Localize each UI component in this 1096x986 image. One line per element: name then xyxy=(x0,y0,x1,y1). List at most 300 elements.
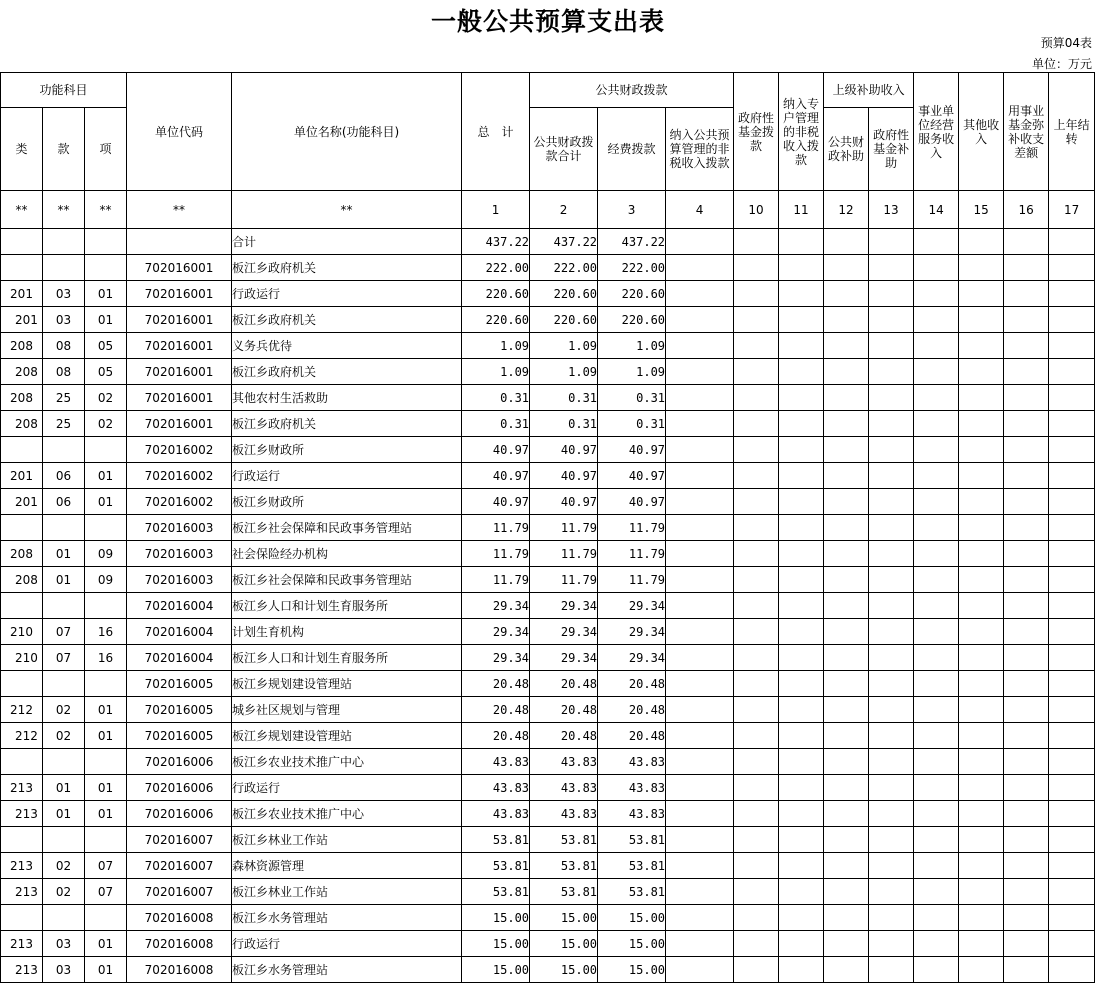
cell-kuan: 01 xyxy=(43,567,85,593)
cell-lei: 208 xyxy=(1,567,43,593)
cell-funding: 11.79 xyxy=(598,515,666,541)
cell-unit-name: 义务兵优待 xyxy=(232,333,462,359)
cell-empty xyxy=(1004,359,1049,385)
cell-total: 220.60 xyxy=(462,281,530,307)
cell-kuan: 01 xyxy=(43,775,85,801)
cell-kuan xyxy=(43,671,85,697)
cell-public-fiscal-total: 11.79 xyxy=(530,541,598,567)
cell-empty xyxy=(959,645,1004,671)
cell-empty xyxy=(869,879,914,905)
cell-empty xyxy=(959,827,1004,853)
cell-empty xyxy=(734,437,779,463)
cell-empty xyxy=(734,723,779,749)
header-unit-code: 单位代码 xyxy=(127,73,232,191)
cell-xiang: 05 xyxy=(85,333,127,359)
column-number: 16 xyxy=(1004,191,1049,229)
cell-lei: 208 xyxy=(1,411,43,437)
cell-total: 53.81 xyxy=(462,853,530,879)
cell-empty xyxy=(779,619,824,645)
cell-empty xyxy=(1049,515,1095,541)
cell-empty xyxy=(666,801,734,827)
cell-funding: 53.81 xyxy=(598,827,666,853)
cell-empty xyxy=(959,437,1004,463)
table-row xyxy=(1,437,1095,463)
cell-empty xyxy=(914,229,959,255)
cell-unit-name: 板江乡财政所 xyxy=(232,489,462,515)
cell-empty xyxy=(869,957,914,983)
cell-xiang: 01 xyxy=(85,931,127,957)
cell-empty xyxy=(1004,671,1049,697)
cell-empty xyxy=(824,463,869,489)
cell-funding: 29.34 xyxy=(598,593,666,619)
cell-empty xyxy=(1049,437,1095,463)
cell-empty xyxy=(1049,567,1095,593)
cell-empty xyxy=(824,489,869,515)
cell-unit-name: 其他农村生活救助 xyxy=(232,385,462,411)
cell-empty xyxy=(1049,385,1095,411)
cell-empty xyxy=(734,671,779,697)
column-number: ** xyxy=(127,191,232,229)
cell-funding: 43.83 xyxy=(598,801,666,827)
cell-empty xyxy=(1004,255,1049,281)
cell-empty xyxy=(779,359,824,385)
cell-empty xyxy=(869,229,914,255)
cell-public-fiscal-total: 11.79 xyxy=(530,567,598,593)
cell-unit-name: 板江乡规划建设管理站 xyxy=(232,723,462,749)
cell-lei: 201 xyxy=(1,307,43,333)
cell-empty xyxy=(779,671,824,697)
cell-unit-name: 板江乡政府机关 xyxy=(232,359,462,385)
cell-empty xyxy=(1004,853,1049,879)
cell-lei: 213 xyxy=(1,931,43,957)
cell-empty xyxy=(1049,255,1095,281)
cell-empty xyxy=(666,957,734,983)
cell-unit-code: 702016005 xyxy=(127,723,232,749)
cell-unit-name: 板江乡林业工作站 xyxy=(232,827,462,853)
cell-empty xyxy=(824,905,869,931)
cell-empty xyxy=(959,281,1004,307)
cell-empty xyxy=(869,385,914,411)
cell-empty xyxy=(1049,281,1095,307)
cell-funding: 1.09 xyxy=(598,359,666,385)
cell-xiang xyxy=(85,515,127,541)
cell-empty xyxy=(666,333,734,359)
cell-empty xyxy=(1049,593,1095,619)
table-row xyxy=(1,411,1095,437)
cell-public-fiscal-total: 1.09 xyxy=(530,333,598,359)
column-number: 11 xyxy=(779,191,824,229)
cell-public-fiscal-total: 29.34 xyxy=(530,593,598,619)
cell-empty xyxy=(666,671,734,697)
cell-funding: 11.79 xyxy=(598,541,666,567)
cell-empty xyxy=(779,541,824,567)
cell-public-fiscal-total: 40.97 xyxy=(530,463,598,489)
cell-unit-code: 702016005 xyxy=(127,671,232,697)
table-row xyxy=(1,827,1095,853)
cell-xiang: 05 xyxy=(85,359,127,385)
cell-kuan: 02 xyxy=(43,853,85,879)
cell-kuan: 02 xyxy=(43,879,85,905)
cell-empty xyxy=(734,385,779,411)
cell-lei: 208 xyxy=(1,385,43,411)
cell-unit-code: 702016001 xyxy=(127,255,232,281)
cell-empty xyxy=(666,385,734,411)
cell-empty xyxy=(959,255,1004,281)
cell-empty xyxy=(1004,775,1049,801)
cell-kuan: 07 xyxy=(43,645,85,671)
cell-total: 437.22 xyxy=(462,229,530,255)
cell-empty xyxy=(1049,307,1095,333)
cell-empty xyxy=(824,801,869,827)
cell-empty xyxy=(869,489,914,515)
cell-empty xyxy=(914,385,959,411)
cell-empty xyxy=(959,567,1004,593)
header-kuan: 款 xyxy=(43,108,85,191)
cell-unit-code: 702016004 xyxy=(127,619,232,645)
table-row xyxy=(1,697,1095,723)
cell-lei: 210 xyxy=(1,619,43,645)
cell-empty xyxy=(1004,567,1049,593)
cell-empty xyxy=(1004,593,1049,619)
cell-empty xyxy=(779,593,824,619)
cell-empty xyxy=(666,567,734,593)
cell-empty xyxy=(914,359,959,385)
cell-public-fiscal-total: 0.31 xyxy=(530,385,598,411)
cell-empty xyxy=(734,879,779,905)
cell-empty xyxy=(666,697,734,723)
cell-empty xyxy=(666,827,734,853)
cell-xiang: 01 xyxy=(85,463,127,489)
cell-empty xyxy=(1004,957,1049,983)
cell-empty xyxy=(1049,463,1095,489)
cell-empty xyxy=(666,281,734,307)
cell-empty xyxy=(824,931,869,957)
cell-funding: 220.60 xyxy=(598,307,666,333)
cell-lei xyxy=(1,593,43,619)
cell-empty xyxy=(1004,411,1049,437)
cell-funding: 40.97 xyxy=(598,437,666,463)
page-title: 一般公共预算支出表 xyxy=(430,7,665,36)
cell-xiang xyxy=(85,255,127,281)
cell-empty xyxy=(666,515,734,541)
cell-xiang: 01 xyxy=(85,801,127,827)
header-public-fiscal: 公共财政拨款 xyxy=(530,73,734,108)
header-gov-fund: 政府性基金拨款 xyxy=(734,73,779,191)
unit-label: 单位：万元 xyxy=(1031,57,1092,71)
cell-empty xyxy=(666,411,734,437)
cell-total: 20.48 xyxy=(462,697,530,723)
cell-total: 53.81 xyxy=(462,827,530,853)
cell-empty xyxy=(1049,853,1095,879)
column-number: ** xyxy=(43,191,85,229)
cell-empty xyxy=(779,879,824,905)
header-fund-offset: 用事业基金弥补收支差额 xyxy=(1004,73,1049,191)
cell-public-fiscal-total: 437.22 xyxy=(530,229,598,255)
cell-public-fiscal-total: 43.83 xyxy=(530,749,598,775)
table-row xyxy=(1,879,1095,905)
cell-lei: 213 xyxy=(1,775,43,801)
column-number: ** xyxy=(1,191,43,229)
cell-empty xyxy=(959,463,1004,489)
cell-empty xyxy=(914,879,959,905)
cell-empty xyxy=(869,515,914,541)
cell-empty xyxy=(779,697,824,723)
cell-empty xyxy=(1049,879,1095,905)
cell-public-fiscal-total: 40.97 xyxy=(530,489,598,515)
cell-unit-name: 板江乡社会保障和民政事务管理站 xyxy=(232,515,462,541)
cell-kuan: 06 xyxy=(43,463,85,489)
cell-empty xyxy=(666,229,734,255)
cell-lei xyxy=(1,229,43,255)
cell-empty xyxy=(1004,307,1049,333)
cell-funding: 40.97 xyxy=(598,463,666,489)
cell-kuan: 25 xyxy=(43,411,85,437)
cell-empty xyxy=(1004,437,1049,463)
cell-empty xyxy=(734,281,779,307)
cell-xiang: 01 xyxy=(85,697,127,723)
cell-empty xyxy=(666,489,734,515)
cell-empty xyxy=(959,333,1004,359)
cell-total: 43.83 xyxy=(462,749,530,775)
budget-table xyxy=(0,72,1095,983)
cell-empty xyxy=(869,723,914,749)
table-row xyxy=(1,853,1095,879)
cell-empty xyxy=(824,541,869,567)
table-row xyxy=(1,489,1095,515)
cell-lei xyxy=(1,827,43,853)
cell-empty xyxy=(734,697,779,723)
cell-empty xyxy=(1049,619,1095,645)
cell-unit-name: 行政运行 xyxy=(232,931,462,957)
cell-empty xyxy=(869,541,914,567)
cell-empty xyxy=(959,619,1004,645)
header-business-income: 事业单位经营服务收入 xyxy=(914,73,959,191)
cell-empty xyxy=(1049,801,1095,827)
cell-empty xyxy=(914,905,959,931)
cell-empty xyxy=(1004,619,1049,645)
cell-funding: 29.34 xyxy=(598,619,666,645)
cell-kuan xyxy=(43,827,85,853)
cell-xiang: 09 xyxy=(85,567,127,593)
cell-empty xyxy=(869,749,914,775)
cell-empty xyxy=(1049,749,1095,775)
cell-kuan: 08 xyxy=(43,359,85,385)
cell-xiang xyxy=(85,827,127,853)
cell-empty xyxy=(734,307,779,333)
cell-empty xyxy=(779,723,824,749)
cell-xiang xyxy=(85,593,127,619)
cell-unit-code: 702016008 xyxy=(127,957,232,983)
cell-total: 15.00 xyxy=(462,905,530,931)
column-number: 4 xyxy=(666,191,734,229)
cell-empty xyxy=(779,853,824,879)
cell-funding: 43.83 xyxy=(598,775,666,801)
cell-empty xyxy=(959,931,1004,957)
cell-funding: 1.09 xyxy=(598,333,666,359)
table-row xyxy=(1,359,1095,385)
cell-empty xyxy=(869,411,914,437)
cell-empty xyxy=(1049,359,1095,385)
cell-empty xyxy=(1004,723,1049,749)
cell-empty xyxy=(1004,515,1049,541)
cell-empty xyxy=(869,593,914,619)
cell-empty xyxy=(666,931,734,957)
cell-empty xyxy=(666,437,734,463)
cell-empty xyxy=(824,671,869,697)
table-row xyxy=(1,229,1095,255)
cell-public-fiscal-total: 20.48 xyxy=(530,723,598,749)
cell-empty xyxy=(914,723,959,749)
cell-unit-code: 702016007 xyxy=(127,827,232,853)
cell-empty xyxy=(1049,697,1095,723)
cell-empty xyxy=(824,879,869,905)
cell-total: 15.00 xyxy=(462,957,530,983)
cell-public-fiscal-total: 20.48 xyxy=(530,671,598,697)
cell-empty xyxy=(914,567,959,593)
cell-unit-name: 森林资源管理 xyxy=(232,853,462,879)
cell-lei: 213 xyxy=(1,957,43,983)
cell-kuan xyxy=(43,749,85,775)
cell-funding: 11.79 xyxy=(598,567,666,593)
header-carryover: 上年结转 xyxy=(1049,73,1095,191)
cell-unit-code: 702016003 xyxy=(127,541,232,567)
cell-kuan: 07 xyxy=(43,619,85,645)
cell-kuan: 25 xyxy=(43,385,85,411)
cell-public-fiscal-total: 15.00 xyxy=(530,905,598,931)
cell-empty xyxy=(734,489,779,515)
cell-empty xyxy=(869,645,914,671)
header-lei: 类 xyxy=(1,108,43,191)
cell-public-fiscal-total: 15.00 xyxy=(530,957,598,983)
cell-empty xyxy=(734,229,779,255)
table-row xyxy=(1,463,1095,489)
cell-kuan: 01 xyxy=(43,801,85,827)
cell-public-fiscal-total: 43.83 xyxy=(530,801,598,827)
cell-empty xyxy=(779,489,824,515)
cell-empty xyxy=(869,437,914,463)
cell-empty xyxy=(779,255,824,281)
cell-empty xyxy=(869,905,914,931)
cell-unit-code: 702016005 xyxy=(127,697,232,723)
cell-empty xyxy=(1004,931,1049,957)
cell-empty xyxy=(824,697,869,723)
cell-unit-name: 城乡社区规划与管理 xyxy=(232,697,462,723)
cell-empty xyxy=(914,463,959,489)
cell-funding: 40.97 xyxy=(598,489,666,515)
cell-empty xyxy=(779,801,824,827)
cell-empty xyxy=(779,775,824,801)
cell-lei: 212 xyxy=(1,697,43,723)
column-number: 15 xyxy=(959,191,1004,229)
column-number: ** xyxy=(232,191,462,229)
cell-kuan: 03 xyxy=(43,931,85,957)
cell-empty xyxy=(779,957,824,983)
cell-unit-code: 702016003 xyxy=(127,567,232,593)
table-row xyxy=(1,801,1095,827)
cell-kuan xyxy=(43,593,85,619)
cell-public-fiscal-total: 53.81 xyxy=(530,879,598,905)
table-body xyxy=(1,229,1095,983)
cell-funding: 20.48 xyxy=(598,697,666,723)
cell-unit-name: 板江乡政府机关 xyxy=(232,411,462,437)
cell-empty xyxy=(824,853,869,879)
form-code: 预算04表 xyxy=(1040,36,1092,50)
cell-empty xyxy=(734,827,779,853)
cell-empty xyxy=(959,593,1004,619)
cell-unit-name: 板江乡农业技术推广中心 xyxy=(232,749,462,775)
cell-lei: 213 xyxy=(1,879,43,905)
cell-empty xyxy=(666,749,734,775)
cell-empty xyxy=(869,619,914,645)
cell-kuan xyxy=(43,229,85,255)
cell-unit-code: 702016004 xyxy=(127,593,232,619)
cell-empty xyxy=(779,333,824,359)
cell-empty xyxy=(824,229,869,255)
cell-empty xyxy=(779,931,824,957)
header-func-subject: 功能科目 xyxy=(1,73,127,108)
cell-empty xyxy=(734,619,779,645)
header-total: 总 计 xyxy=(462,73,530,191)
cell-empty xyxy=(1049,489,1095,515)
cell-kuan: 06 xyxy=(43,489,85,515)
cell-empty xyxy=(824,723,869,749)
cell-xiang: 07 xyxy=(85,853,127,879)
cell-unit-code: 702016001 xyxy=(127,307,232,333)
cell-unit-code: 702016001 xyxy=(127,411,232,437)
cell-unit-name: 合计 xyxy=(232,229,462,255)
column-number: 14 xyxy=(914,191,959,229)
column-number: 3 xyxy=(598,191,666,229)
cell-public-fiscal-total: 53.81 xyxy=(530,853,598,879)
header-other-income: 其他收入 xyxy=(959,73,1004,191)
table-row xyxy=(1,385,1095,411)
cell-empty xyxy=(666,307,734,333)
cell-public-fiscal-total: 29.34 xyxy=(530,619,598,645)
cell-xiang: 02 xyxy=(85,385,127,411)
cell-unit-name: 计划生育机构 xyxy=(232,619,462,645)
cell-total: 1.09 xyxy=(462,333,530,359)
cell-empty xyxy=(1004,385,1049,411)
cell-kuan: 03 xyxy=(43,281,85,307)
cell-kuan xyxy=(43,437,85,463)
cell-empty xyxy=(779,827,824,853)
cell-xiang: 16 xyxy=(85,619,127,645)
cell-unit-code: 702016001 xyxy=(127,281,232,307)
cell-unit-code: 702016007 xyxy=(127,853,232,879)
cell-total: 15.00 xyxy=(462,931,530,957)
cell-unit-code: 702016002 xyxy=(127,489,232,515)
cell-empty xyxy=(914,515,959,541)
cell-empty xyxy=(869,697,914,723)
cell-unit-code: 702016002 xyxy=(127,463,232,489)
cell-empty xyxy=(734,255,779,281)
table-row xyxy=(1,671,1095,697)
cell-empty xyxy=(869,463,914,489)
cell-empty xyxy=(1004,333,1049,359)
cell-unit-name: 板江乡人口和计划生育服务所 xyxy=(232,645,462,671)
cell-lei: 212 xyxy=(1,723,43,749)
cell-empty xyxy=(734,645,779,671)
cell-funding: 220.60 xyxy=(598,281,666,307)
cell-empty xyxy=(914,489,959,515)
cell-empty xyxy=(1004,541,1049,567)
cell-empty xyxy=(666,905,734,931)
table-row xyxy=(1,957,1095,983)
cell-empty xyxy=(779,437,824,463)
cell-funding: 29.34 xyxy=(598,645,666,671)
cell-funding: 43.83 xyxy=(598,749,666,775)
cell-empty xyxy=(824,749,869,775)
